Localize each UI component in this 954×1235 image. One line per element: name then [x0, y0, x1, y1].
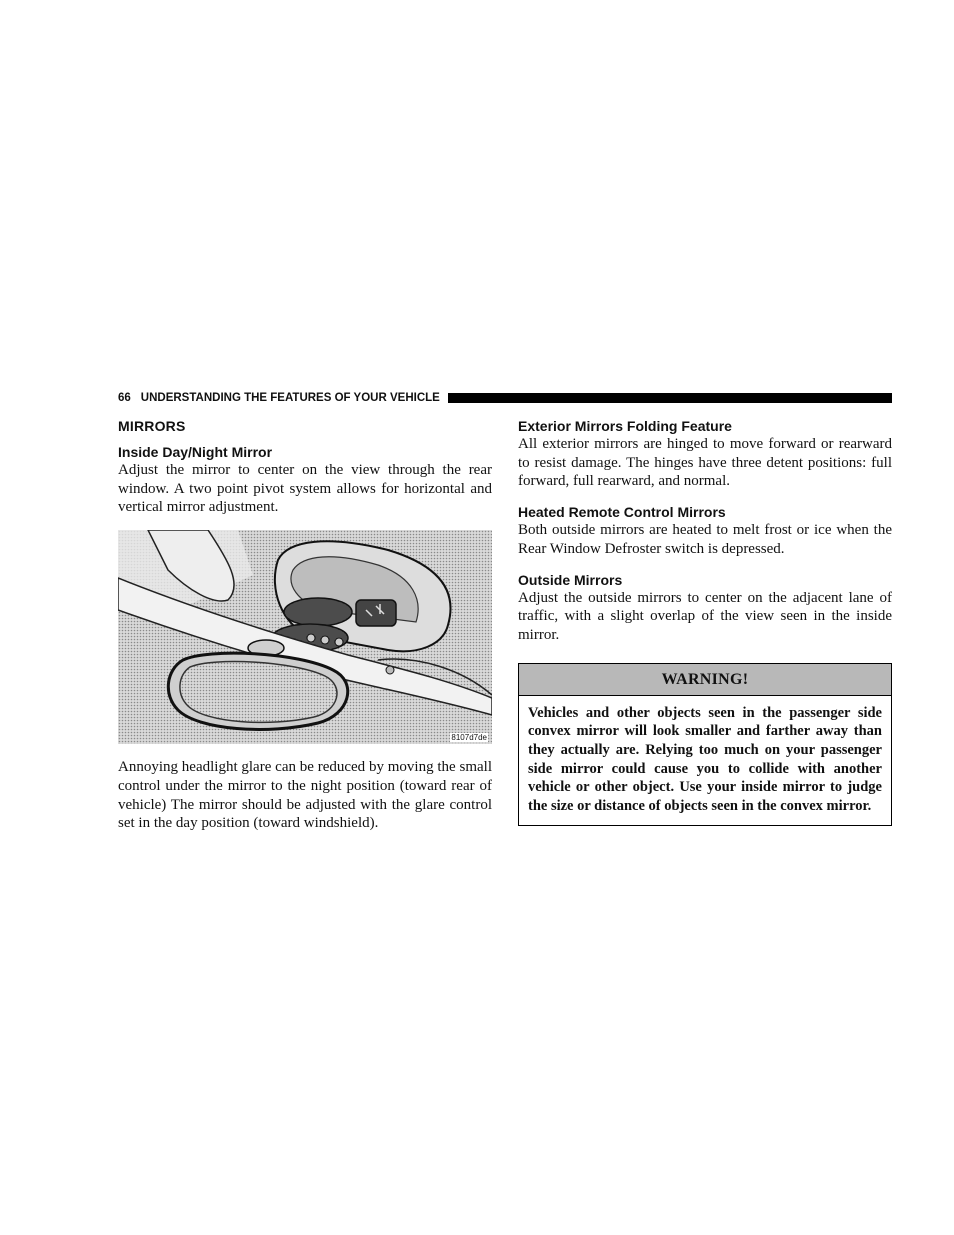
- chapter-title: UNDERSTANDING THE FEATURES OF YOUR VEHICLE: [140, 392, 440, 404]
- inside-mirror-paragraph: Adjust the mirror to center on the view through the rear window. A two point pivot system allows for horizontal and vertical mirror adjustment.: [118, 462, 492, 516]
- mirror-drawing: [118, 530, 492, 744]
- subsection-title-inside-mirror: Inside Day/Night Mirror: [118, 444, 273, 460]
- heated-paragraph: Both outside mirrors are heated to melt frost or ice when the Rear Window Defroster switch is depressed.: [518, 522, 892, 557]
- outside-paragraph: Adjust the outside mirrors to center on the adjacent lane of traffic, with a slight overlap of the view seen in the inside mirror.: [518, 589, 892, 643]
- warning-box: [518, 663, 892, 826]
- glare-paragraph: Annoying headlight glare can be reduced by moving the small control under the mirror to the night position (toward rear of vehicle) The mirror should be adjusted with the glare control set in the day position (toward windshield).: [118, 759, 492, 832]
- warning-heading: WARNING!: [519, 664, 891, 696]
- folding-paragraph: All exterior mirrors are hinged to move forward or rearward to resist damage. The hinges have three detent positions: full forward, full rearward, and normal.: [518, 436, 892, 490]
- section-title-mirrors: MIRRORS: [118, 418, 186, 434]
- header-rule: [448, 393, 892, 403]
- figure-id: 8107d7de: [451, 733, 487, 743]
- right-column: [518, 418, 892, 826]
- page-header: [118, 390, 892, 406]
- warning-text: Vehicles and other objects seen in the passenger side convex mirror will look smaller and farther away than they actually are. Relying too much on your passenger side mirror could cause you to collide with another vehicle or other object. Use your inside mirror to judge the size or distance of objects seen in the convex mirror.: [528, 704, 882, 815]
- subsection-title-heated: Heated Remote Control Mirrors: [518, 504, 726, 521]
- page-number: 66: [118, 392, 131, 404]
- subsection-title-outside: Outside Mirrors: [518, 571, 623, 588]
- left-column: [118, 418, 492, 846]
- rearview-mirror-illustration: [118, 530, 492, 744]
- subsection-title-folding: Exterior Mirrors Folding Feature: [518, 418, 732, 434]
